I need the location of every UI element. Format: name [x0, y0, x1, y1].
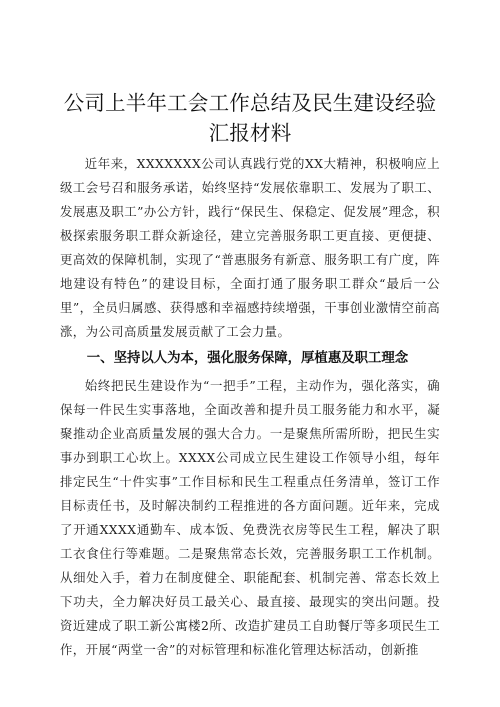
section-1-paragraph: 始终把民生建设作为“一把手”工程，主动作为，强化落实，确保每一件民生实事落地，全面改善和提升员工服务能力和水平，凝聚推动企业高质量发展的强大合力。一是聚焦所需所盼，把民生实事办到职工心坎上。XXXX公司成立民生建设工作领导小组，每年排定民生“十件实事”工作目标和民生工程重点任务清单，签订工作目标责任书，及时解决制约工程推进的各方面问题。近年来，完成了开通XXXX通勤车、成本饭、免费洗衣房等民生工程，解决了职工衣食住行等难题。二是聚焦常态长效，完善服务职工工作机制。从细处入手，着力在制度健全、职能配套、机制完善、常态长效上下功夫，全力解决好员工最关心、最直接、最现实的突出问题。投资近建成了职工新公寓楼2所、改造扩建员工自助餐厅等多项民生工作，开展“两堂一舍”的对标管理和标准化管理达标活动，创新推	[60, 378, 440, 657]
section-1-heading: 一、坚持以人为本，强化服务保障，厚植惠及职工理念	[86, 351, 409, 366]
document-title: 公司上半年工会工作总结及民生建设经验汇报材料	[63, 91, 437, 145]
intro-paragraph: 近年来，XXXXXXX公司认真践行党的XX大精神，积极响应上级工会号召和服务承诺，始终坚持“发展依靠职工、发展为了职工、发展惠及职工”办公方针，践行“保民生、保稳定、促发展”理念，积极探索服务职工群众新途径，建立完善服务职工更直接、更便捷、更高效的保障机制，实现了“普惠服务有新意、服务职工有广度，阵地建设有特色”的建设目标，全面打通了服务职工群众“最后一公里”，全员归属感、获得感和幸福感持续增强，干事创业激情空前高涨，为公司高质量发展贡献了工会力量。	[60, 156, 440, 339]
